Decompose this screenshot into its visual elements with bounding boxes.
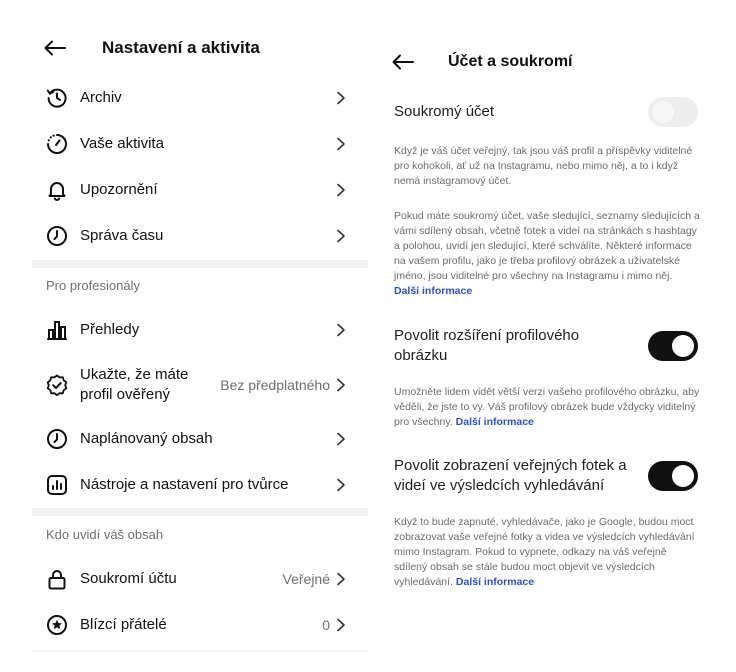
settings-item-label: Nástroje a nastavení pro tvůrce [80,476,289,493]
private-account-description: Když je váš účet veřejný, tak jsou váš profil a příspěvky viditelné pro kohokoli, ať už na Instagramu, nebo mimo něj, a to i když nemá instagramový účet. [394,145,693,187]
learn-more-link[interactable]: Další informace [394,285,473,297]
private-account-details-text: Pokud máte soukromý účet, vaše sledující, seznamy sledujících a vámi sdílený obsah, včetně fotek a videí na stránkách s hashtagy a polohou, uvidí jen sledující, které schválíte. Některé informace na vašem profilu, jako je třeba profilový obrázek a uživatelské jméno, jsou viditelné pro všechny na Instagramu i mimo něj. [394,210,700,282]
settings-item-insights[interactable] [32,318,352,342]
private-account-toggle[interactable] [648,97,698,127]
toggle-knob [672,335,694,357]
chevron-right-icon [336,183,348,197]
settings-item-value: Bez předplatného [220,377,330,393]
public-search-label: Povolit zobrazení veřejných fotek a videí ve výsledcích vyhledávání [394,457,627,494]
settings-item-label: Soukromí účtu [80,570,177,587]
public-search-description-text: Když to bude zapnuté, vyhledávače, jako je Google, budou moct zobrazovat vaše veřejné fotky a videa ve výsledcích vyhledávání mimo Instagram. Pokud to vypnete, odkazy na váš veřejně sdílený obsah se stále budou moct objevit ve výsledcích vyhledávání. [394,516,695,588]
clock-icon [46,225,68,247]
chevron-right-icon [336,137,348,151]
settings-activity-panel [32,0,368,672]
public-search-description [394,515,700,590]
arrow-left-icon [392,54,414,70]
public-search-toggle[interactable] [648,461,698,491]
page-title: Účet a soukromí [448,53,573,70]
settings-item-scheduled-content[interactable] [32,427,352,451]
back-button[interactable] [44,36,72,60]
chevron-right-icon [336,478,348,492]
toggle-knob [672,465,694,487]
settings-item-close-friends[interactable] [32,613,352,637]
settings-item-label: Ukažte, že máte profil ověřený [80,366,189,403]
privacy-header [392,50,572,74]
profile-picture-expansion-label: Povolit rozšíření profilového obrázku [394,327,580,364]
settings-item-notifications[interactable] [32,178,352,202]
bar-chart-icon [46,319,68,341]
settings-header [44,36,260,60]
account-privacy-panel [392,0,704,672]
settings-item-label: Vaše aktivita [80,135,164,152]
bell-icon [46,179,68,201]
section-title-visibility: Kdo uvidí váš obsah [46,527,164,542]
star-circle-icon [46,614,68,636]
chevron-right-icon [336,618,348,632]
verified-badge-icon [46,374,68,396]
settings-item-label: Správa času [80,227,164,244]
settings-item-value: Veřejné [282,571,330,587]
back-button[interactable] [392,50,420,74]
settings-item-label: Blízcí přátelé [80,616,167,633]
arrow-left-icon [44,40,66,56]
chevron-right-icon [336,91,348,105]
settings-item-label: Naplánovaný obsah [80,430,213,447]
activity-icon [46,133,68,155]
settings-item-label: Archiv [80,89,122,106]
private-account-details [394,209,700,299]
learn-more-link[interactable]: Další informace [455,416,534,428]
settings-item-creator-tools[interactable] [32,473,352,497]
chevron-right-icon [336,572,348,586]
chevron-right-icon [336,323,348,337]
profile-picture-description [394,385,700,430]
section-divider [32,650,368,652]
private-account-label: Soukromý účet [394,103,495,120]
clock-icon [46,428,68,450]
chevron-right-icon [336,378,348,392]
archive-history-icon [46,87,68,109]
creator-tools-icon [46,474,68,496]
settings-item-label: Upozornění [80,181,158,198]
profile-picture-description-text: Umožněte lidem vidět větší verzi vašeho profilového obrázku, aby věděli, že jste to vy. Váš profilový obrázek bude vždycky viditelný pro všechny. [394,386,700,428]
chevron-right-icon [336,432,348,446]
settings-item-label: Přehledy [80,321,140,338]
settings-item-archive[interactable] [32,86,352,110]
settings-item-time-management[interactable] [32,224,352,248]
chevron-right-icon [336,229,348,243]
section-title-professionals: Pro profesionály [46,278,140,293]
section-divider [32,508,368,516]
learn-more-link[interactable]: Další informace [455,576,535,588]
toggle-knob [652,101,674,123]
profile-picture-expansion-toggle[interactable] [648,331,698,361]
lock-icon [46,568,68,590]
page-title: Nastavení a aktivita [102,38,260,57]
settings-item-value: 0 [322,617,330,633]
settings-item-your-activity[interactable] [32,132,352,156]
settings-item-verified[interactable] [32,364,352,406]
settings-item-account-privacy[interactable] [32,567,352,591]
section-divider [32,260,368,268]
